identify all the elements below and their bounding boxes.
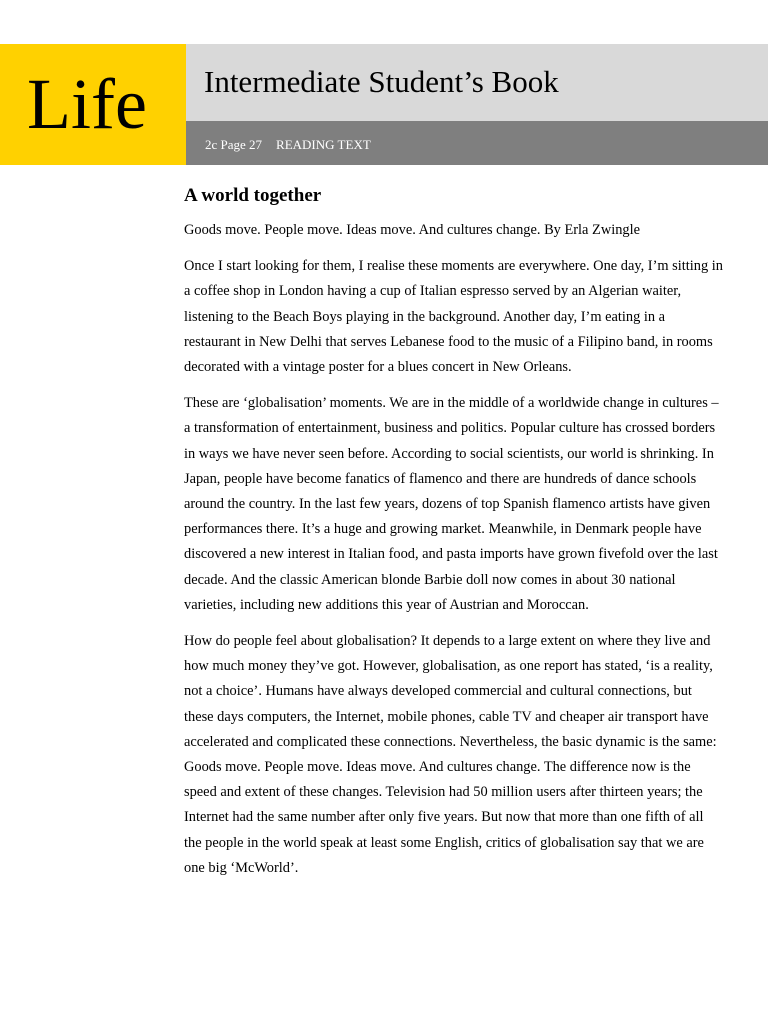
title-bar [186,44,768,121]
page-reference [205,137,371,153]
article-paragraph-2: These are ‘globalisation’ moments. We are in the middle of a worldwide change in cultures – a transformation of entertainment, business and politics. Popular culture has crossed borders in ways we have never seen before. According to social scientists, our world is shrinking. In Japan, people have become fanatics of flamenco and there are hundreds of dance schools around the country. In the last few years, dozens of top Spanish flamenco artists have given performances there. It’s a huge and growing market. Meanwhile, in Denmark people have discovered a new interest in Italian food, and pasta imports have grown fivefold over the last decade. And the classic American blonde Barbie doll now comes in about 30 national varieties, including new additions this year of Austrian and Moroccan. [184,395,719,613]
book-title: Intermediate Student’s Book [204,64,559,99]
article-byline: Goods move. People move. Ideas move. And cultures change. By Erla Zwingle [184,222,640,238]
page-label: 2c Page 27 [205,137,263,152]
logo-box [0,44,186,165]
logo: Life [27,64,147,144]
article-title: A world together [184,185,322,206]
article-paragraph-3: How do people feel about globalisation? It depends to a large extent on where they live and how much money they’ve got. However, globalisation, as one report has stated, ‘is a reality, not a choice’. Humans have always developed commercial and cultural connections, but these days computers, the Internet, mobile phones, cable TV and cheaper air transport have accelerated and complicated these connections. Nevertheless, the basic dynamic is the same: Goods move. People move. Ideas move. And cultures change. The difference now is the speed and extent of these changes. Television had 50 million users after thirteen years; the Internet had the same number after only five years. But now that more than one fifth of all the people in the world speak at least some English, critics of globalisation say that we are one big ‘McWorld’. [184,633,717,876]
page-header [0,44,768,165]
section-label: READING TEXT [276,137,371,152]
article [184,182,724,892]
article-paragraph-1: Once I start looking for them, I realise these moments are everywhere. One day, I’m sitting in a coffee shop in London having a cup of Italian espresso served by an Algerian waiter, listening to the Beach Boys playing in the background. Another day, I’m eating in a restaurant in New Delhi that serves Lebanese food to the music of a Filipino band, in rooms decorated with a vintage poster for a blues concert in New Orleans. [184,258,723,376]
section-bar [186,121,768,165]
